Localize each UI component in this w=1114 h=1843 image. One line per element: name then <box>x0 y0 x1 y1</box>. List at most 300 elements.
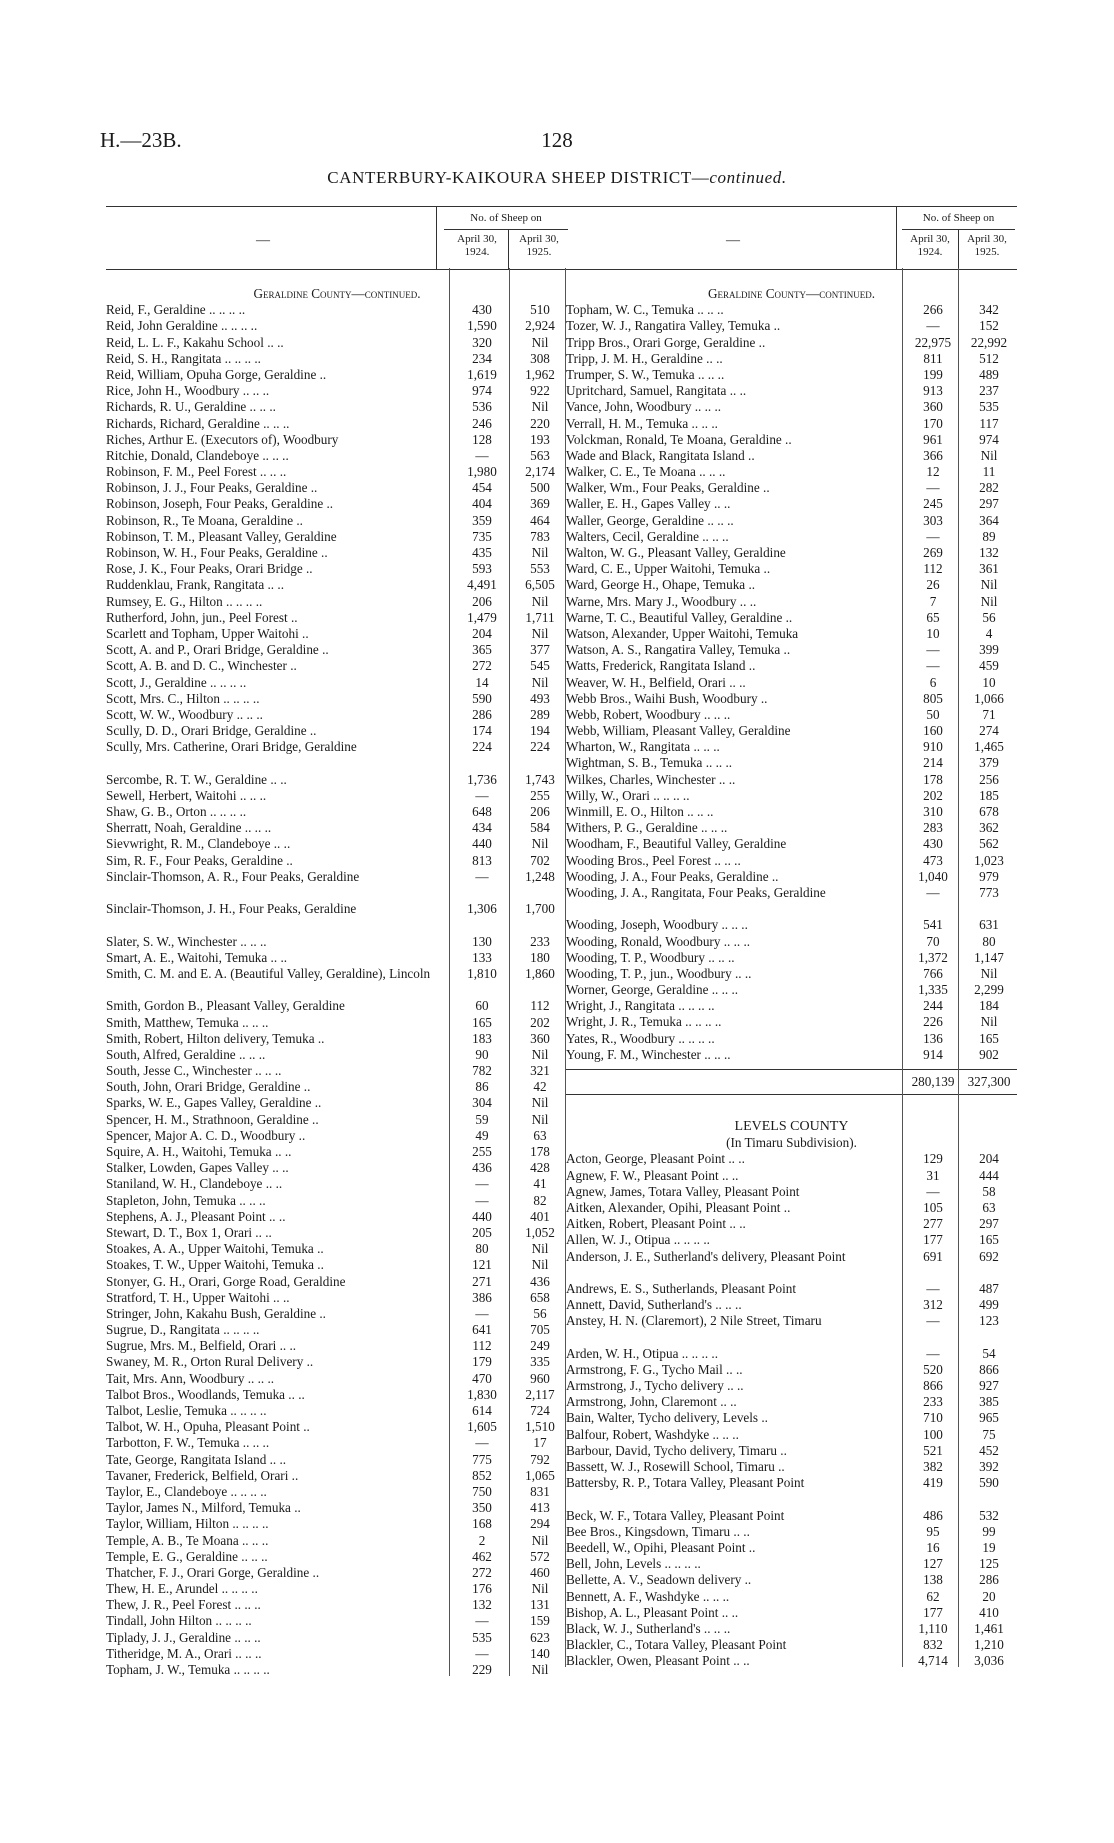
left-table-header <box>106 206 568 270</box>
sheep-1925: 1,962 <box>525 366 555 382</box>
owner-name: Upritchard, Samuel, Rangitata .. .. <box>566 383 747 399</box>
sheep-count-group-header: No. of Sheep on <box>902 212 1015 230</box>
sheep-1925: 410 <box>979 1604 999 1620</box>
sheep-1925: 1,210 <box>974 1637 1004 1653</box>
owner-name: Smith, Matthew, Temuka .. .. .. <box>106 1014 269 1030</box>
sheep-1924: 454 <box>472 480 492 496</box>
sheep-1924: 65 <box>926 609 940 625</box>
owner-name: Stalker, Lowden, Gapes Valley .. .. <box>106 1160 289 1176</box>
table-row <box>106 1533 568 1549</box>
spacer <box>566 1103 1017 1119</box>
table-row <box>566 367 1017 383</box>
table-row <box>106 496 568 512</box>
name-column-header: — <box>256 233 270 248</box>
table-row <box>566 610 1017 626</box>
table-row <box>566 399 1017 415</box>
owner-name: Wooding, T. P., Woodbury .. .. .. <box>566 949 735 965</box>
table-row <box>566 853 1017 869</box>
table-row <box>106 1565 568 1581</box>
owner-name: Webb, Robert, Woodbury .. .. .. <box>566 706 731 722</box>
right-table <box>566 206 1017 1669</box>
page-header <box>0 128 1114 158</box>
sheep-1925: Nil <box>531 1581 549 1597</box>
sheep-1925: 17 <box>533 1435 547 1451</box>
table-row <box>106 594 568 610</box>
owner-name: Wade and Black, Rangitata Island .. <box>566 447 755 463</box>
table-row <box>106 513 568 529</box>
table-row <box>106 788 568 804</box>
table-row <box>566 885 1017 917</box>
owner-name: Worner, George, Geraldine .. .. .. <box>566 982 739 998</box>
sheep-1925: 590 <box>979 1475 999 1491</box>
section-heading <box>566 286 1017 302</box>
owner-name: Scott, A. and P., Orari Bridge, Geraldine .. <box>106 642 329 658</box>
left-table-body <box>106 270 568 1678</box>
sheep-1925: Nil <box>531 1111 549 1127</box>
owner-name: Bain, Walter, Tycho delivery, Levels .. <box>566 1410 768 1426</box>
column-header-1925: April 30, 1925. <box>519 233 559 258</box>
owner-name: Walker, Wm., Four Peaks, Geraldine .. <box>566 480 770 496</box>
sheep-1924: 244 <box>923 998 943 1014</box>
table-row <box>566 675 1017 691</box>
table-row <box>106 1176 568 1192</box>
owner-name: Weaver, W. H., Belfield, Orari .. .. <box>566 674 746 690</box>
sheep-1924: 133 <box>472 949 492 965</box>
sheep-1924: 832 <box>923 1637 943 1653</box>
sheep-1924: 1,335 <box>918 982 948 998</box>
sheep-1925: Nil <box>531 674 549 690</box>
owner-name: Tiplady, J. J., Geraldine .. .. .. <box>106 1629 261 1645</box>
sheep-1925: 1,066 <box>974 690 1004 706</box>
sheep-1925: 80 <box>982 933 996 949</box>
sheep-1924: 269 <box>923 545 943 560</box>
table-row <box>106 1160 568 1176</box>
sheep-1924: 70 <box>926 933 940 949</box>
sheep-1925: 58 <box>982 1183 996 1199</box>
owner-name: Barbour, David, Tycho delivery, Timaru .. <box>566 1442 787 1458</box>
owner-name: Wooding Bros., Peel Forest .. .. .. <box>566 852 741 868</box>
table-row <box>566 529 1017 545</box>
sheep-1924: 382 <box>923 1458 943 1474</box>
owner-name: Reid, William, Opuha Gorge, Geraldine .. <box>106 366 327 382</box>
sheep-1925: 42 <box>533 1079 547 1095</box>
sheep-1925: Nil <box>980 965 998 981</box>
owner-name: South, Alfred, Geraldine .. .. .. <box>106 1046 266 1062</box>
sheep-1924: 176 <box>472 1581 492 1597</box>
sheep-1925: Nil <box>531 593 549 609</box>
sheep-1925: 459 <box>979 658 999 674</box>
sheep-1924: 170 <box>923 415 943 431</box>
sheep-1924: 22,975 <box>914 334 952 350</box>
table-row <box>106 1516 568 1532</box>
sheep-1924: 177 <box>923 1604 943 1620</box>
sheep-1924: 386 <box>472 1289 492 1305</box>
table-row <box>106 934 568 950</box>
sheep-1925: 922 <box>530 383 550 399</box>
table-row <box>106 1112 568 1128</box>
sheep-1924: 2 <box>478 1532 486 1548</box>
sheep-1925: 165 <box>979 1232 999 1248</box>
sheep-1925: Nil <box>531 1095 549 1111</box>
owner-name: Tavaner, Frederick, Belfield, Orari .. <box>106 1467 299 1483</box>
table-row <box>566 772 1017 788</box>
owner-name: Withers, P. G., Geraldine .. .. .. <box>566 820 728 836</box>
owner-name: Agnew, James, Totara Valley, Pleasant Point <box>566 1183 800 1199</box>
sheep-1924: 1,110 <box>918 1620 948 1636</box>
owner-name: Aitken, Robert, Pleasant Point .. .. <box>566 1216 746 1232</box>
table-row <box>566 1297 1017 1313</box>
table-row <box>106 1015 568 1031</box>
sheep-1924: 286 <box>472 706 492 722</box>
sheep-1924: 1,619 <box>467 366 497 382</box>
sheep-1925: 460 <box>530 1564 550 1580</box>
sheep-1925: 117 <box>979 415 999 431</box>
sheep-1924: 303 <box>923 512 943 528</box>
column-header-1924: April 30, 1924. <box>910 233 950 258</box>
table-row <box>566 448 1017 464</box>
table-row <box>566 658 1017 674</box>
sheep-1925: 202 <box>530 1014 550 1030</box>
sheep-1925: 927 <box>979 1378 999 1394</box>
owner-name: Wilkes, Charles, Winchester .. .. <box>566 771 736 787</box>
table-row <box>566 1540 1017 1556</box>
table-row <box>566 1637 1017 1653</box>
sheep-1925: 965 <box>979 1410 999 1426</box>
sheep-1925: 553 <box>530 561 550 577</box>
document-code: H.—23B. <box>100 128 182 152</box>
levels-county-subheading <box>566 1135 1017 1151</box>
owner-name: Agnew, F. W., Pleasant Point .. .. <box>566 1167 739 1183</box>
sheep-1924: 283 <box>923 820 943 836</box>
owner-name: Allen, W. J., Otipua .. .. .. .. <box>566 1232 710 1248</box>
table-row <box>106 642 568 658</box>
sheep-1924: 320 <box>472 334 492 350</box>
owner-name: Swaney, M. R., Orton Rural Delivery .. <box>106 1354 314 1370</box>
column-rule <box>565 268 566 1667</box>
sheep-1925: 256 <box>979 771 999 787</box>
sheep-1924: 62 <box>926 1588 940 1604</box>
table-row <box>566 1232 1017 1248</box>
section-heading-text: Geraldine County—continued. <box>707 286 876 301</box>
owner-name: Tripp Bros., Orari Gorge, Geraldine .. <box>566 334 766 350</box>
sheep-1925: 159 <box>530 1613 550 1629</box>
table-row <box>566 1151 1017 1167</box>
table-row <box>106 1193 568 1209</box>
sheep-1925: Nil <box>531 399 549 415</box>
sheep-1924: 974 <box>472 383 492 399</box>
sheep-1925: 71 <box>982 706 996 722</box>
table-row <box>566 1362 1017 1378</box>
sheep-1924: — <box>475 1305 489 1321</box>
sheep-1924: — <box>475 1435 489 1451</box>
table-row <box>566 642 1017 658</box>
left-table <box>106 206 568 1678</box>
sheep-1924: — <box>475 1192 489 1208</box>
sheep-1924: 813 <box>472 852 492 868</box>
sheep-1925: 512 <box>979 350 999 366</box>
levels-county-heading <box>566 1119 1017 1135</box>
sheep-1925: 165 <box>979 1030 999 1046</box>
sheep-1924: 430 <box>472 302 492 318</box>
sheep-1924: — <box>926 480 940 496</box>
sheep-1925: 631 <box>979 917 999 933</box>
sheep-1924: 775 <box>472 1451 492 1467</box>
owner-name: Beck, W. F., Totara Valley, Pleasant Point <box>566 1507 785 1523</box>
sheep-1924: 183 <box>472 1030 492 1046</box>
sheep-1925: Nil <box>980 1014 998 1030</box>
spacer <box>566 270 1017 286</box>
sheep-1925: 4 <box>985 625 993 641</box>
table-row <box>566 1249 1017 1281</box>
sheep-count-group-header: No. of Sheep on <box>444 212 568 230</box>
levels-county-subheading-text: (In Timaru Subdivision). <box>726 1135 857 1151</box>
table-row <box>566 1556 1017 1572</box>
sheep-1924: 710 <box>923 1410 943 1426</box>
column-divider <box>896 207 897 269</box>
owner-name: Staniland, W. H., Clandeboye .. .. <box>106 1176 283 1192</box>
table-row <box>106 998 568 1014</box>
owner-name: Webb, William, Pleasant Valley, Geraldine <box>566 723 791 739</box>
owner-name: Robinson, R., Te Moana, Geraldine .. <box>106 512 303 528</box>
table-row <box>106 318 568 334</box>
owner-name: Taylor, E., Clandeboye .. .. .. .. <box>106 1483 267 1499</box>
sheep-1925: 385 <box>979 1394 999 1410</box>
table-row <box>106 335 568 351</box>
sheep-1925: 178 <box>530 1144 550 1159</box>
sheep-1924: 310 <box>923 804 943 819</box>
owner-name: Robinson, W. H., Four Peaks, Geraldine .. <box>106 545 328 560</box>
sheep-1924: — <box>926 1345 940 1361</box>
total-1925: 327,300 <box>967 1074 1011 1090</box>
table-row <box>566 513 1017 529</box>
sheep-1924: 521 <box>923 1442 943 1458</box>
sheep-1925: 308 <box>530 350 550 366</box>
sheep-1925: 545 <box>530 658 550 674</box>
table-row <box>566 707 1017 723</box>
table-row <box>106 1371 568 1387</box>
sheep-1924: 112 <box>923 561 943 577</box>
sheep-1924: 229 <box>472 1662 492 1677</box>
sheep-1924: 436 <box>472 1160 492 1176</box>
sheep-1925: 364 <box>979 512 999 528</box>
table-row <box>106 1209 568 1225</box>
owner-name: Smith, Robert, Hilton delivery, Temuka .. <box>106 1030 325 1046</box>
sheep-1925: 413 <box>530 1500 550 1516</box>
owner-name: Tripp, J. M. H., Geraldine .. .. <box>566 350 723 366</box>
sheep-1924: 419 <box>923 1475 943 1491</box>
sheep-1924: 1,479 <box>467 609 497 625</box>
column-rule <box>958 268 959 1667</box>
owner-name: Webb Bros., Waihi Bush, Woodbury .. <box>566 690 768 706</box>
sheep-1924: 486 <box>923 1507 943 1523</box>
sheep-1925: 452 <box>979 1442 999 1458</box>
sheep-1924: 1,306 <box>467 901 497 917</box>
owner-name: Wright, J., Rangitata .. .. .. .. <box>566 998 715 1014</box>
sheep-1925: 282 <box>979 480 999 496</box>
owner-name: Reid, S. H., Rangitata .. .. .. .. <box>106 350 261 366</box>
sheep-1925: 979 <box>979 868 999 884</box>
sheep-1925: 297 <box>979 496 999 512</box>
table-row <box>106 804 568 820</box>
column-rule <box>509 268 510 1676</box>
column-rule <box>902 268 903 1667</box>
owner-name: Waller, George, Geraldine .. .. .. <box>566 512 734 528</box>
sheep-1924: 541 <box>923 917 943 933</box>
owner-name: Watson, A. S., Rangatira Valley, Temuka .. <box>566 642 791 658</box>
sheep-1924: 90 <box>475 1046 489 1062</box>
sheep-1925: 692 <box>979 1248 999 1264</box>
owner-name: Blackler, Owen, Pleasant Point .. .. <box>566 1653 750 1669</box>
table-row <box>106 1630 568 1646</box>
table-row <box>566 1184 1017 1200</box>
total-label <box>566 1070 905 1094</box>
table-row <box>106 1613 568 1629</box>
sheep-1924: 95 <box>926 1523 940 1539</box>
table-row <box>566 1378 1017 1394</box>
sheep-1925: 41 <box>533 1176 547 1192</box>
owner-name: Ritchie, Donald, Clandeboye .. .. .. <box>106 447 289 463</box>
owner-name: Wooding, Joseph, Woodbury .. .. .. <box>566 917 748 933</box>
sheep-1925: 428 <box>530 1160 550 1176</box>
owner-name: Ward, C. E., Upper Waitohi, Temuka .. <box>566 561 771 577</box>
table-row <box>566 545 1017 561</box>
owner-name: Bassett, W. J., Rosewill School, Timaru .. <box>566 1458 785 1474</box>
table-row <box>106 1597 568 1613</box>
table-row <box>566 804 1017 820</box>
table-row <box>106 739 568 771</box>
table-row <box>566 1047 1017 1063</box>
owner-name: Warne, Mrs. Mary J., Woodbury .. .. <box>566 593 757 609</box>
sheep-1925: 297 <box>979 1216 999 1232</box>
column-divider <box>508 229 509 269</box>
sheep-1924: 214 <box>923 755 943 771</box>
sheep-1924: 4,714 <box>918 1653 948 1669</box>
column-rule <box>449 268 450 1676</box>
sheep-1925: Nil <box>980 577 998 593</box>
sheep-1925: 6,505 <box>525 577 555 593</box>
owner-name: South, Jesse C., Winchester .. .. .. <box>106 1063 282 1079</box>
sheep-1925: 377 <box>530 642 550 658</box>
sheep-1924: 852 <box>472 1467 492 1483</box>
sheep-1925: Nil <box>531 1532 549 1548</box>
column-divider <box>436 207 437 269</box>
sheep-1924: — <box>475 1613 489 1629</box>
sheep-1925: Nil <box>531 1046 549 1062</box>
sheep-1925: 535 <box>979 399 999 415</box>
owner-name: Talbot, Leslie, Temuka .. .. .. .. <box>106 1403 267 1418</box>
sheep-1924: 535 <box>472 1629 492 1645</box>
sheep-1925: 180 <box>530 949 550 965</box>
table-row <box>566 1475 1017 1507</box>
owner-name: Anstey, H. N. (Claremort), 2 Nile Street, Timaru <box>566 1313 822 1329</box>
owner-name: Rutherford, John, jun., Peel Forest .. <box>106 609 298 625</box>
owner-name: Robinson, Joseph, Four Peaks, Geraldine .. <box>106 496 334 512</box>
table-row <box>566 998 1017 1014</box>
owner-name: Bennett, A. F., Washdyke .. .. .. <box>566 1588 730 1604</box>
owner-name: Balfour, Robert, Washdyke .. .. .. <box>566 1426 739 1442</box>
sheep-1924: 782 <box>472 1063 492 1079</box>
table-row <box>566 383 1017 399</box>
owner-name: Titheridge, M. A., Orari .. .. .. <box>106 1645 262 1661</box>
sheep-1924: 50 <box>926 706 940 722</box>
sheep-1925: Nil <box>531 1662 549 1677</box>
sheep-1924: 31 <box>926 1167 940 1183</box>
table-row <box>566 1281 1017 1297</box>
table-row <box>566 1014 1017 1030</box>
sheep-1925: 123 <box>979 1313 999 1329</box>
sheep-1925: 140 <box>530 1645 550 1661</box>
owner-name: Sim, R. F., Four Peaks, Geraldine .. <box>106 852 293 868</box>
sheep-1924: 49 <box>475 1127 489 1143</box>
owner-name: Tindall, John Hilton .. .. .. .. <box>106 1613 252 1629</box>
table-row <box>106 529 568 545</box>
sheep-1924: 1,590 <box>467 318 497 334</box>
table-row <box>566 577 1017 593</box>
sheep-1924: 16 <box>926 1539 940 1555</box>
owner-name: Scott, A. B. and D. C., Winchester .. <box>106 658 297 674</box>
owner-name: Thew, J. R., Peel Forest .. .. .. <box>106 1597 261 1613</box>
table-row <box>106 448 568 464</box>
table-row <box>106 1144 568 1160</box>
owner-name: Aitken, Alexander, Opihi, Pleasant Point .. <box>566 1199 791 1215</box>
sheep-1924: 1,980 <box>467 464 497 480</box>
table-row <box>566 351 1017 367</box>
sheep-1925: 866 <box>979 1361 999 1377</box>
levels-county-heading-text: LEVELS COUNTY <box>734 1119 849 1135</box>
owner-name: Stapleton, John, Temuka .. .. .. <box>106 1192 266 1208</box>
sheep-1925: 499 <box>979 1297 999 1313</box>
owner-name: Scarlett and Topham, Upper Waitohi .. <box>106 625 309 641</box>
sheep-1924: 128 <box>472 431 492 447</box>
sheep-1925: 125 <box>979 1556 999 1572</box>
owner-name: Wightman, S. B., Temuka .. .. .. <box>566 755 733 771</box>
table-row <box>566 1200 1017 1216</box>
owner-name: Reid, John Geraldine .. .. .. .. <box>106 318 258 334</box>
sheep-1925: 89 <box>982 528 996 544</box>
table-row <box>106 480 568 496</box>
owner-name: Shaw, G. B., Orton .. .. .. .. <box>106 804 247 820</box>
sheep-1925: 63 <box>533 1127 547 1143</box>
sheep-1924: 174 <box>472 723 492 739</box>
owner-name: Bell, John, Levels .. .. .. .. <box>566 1556 701 1572</box>
sheep-1924: 10 <box>926 625 940 641</box>
sheep-1925: 99 <box>982 1523 996 1539</box>
sheep-1925: 489 <box>979 366 999 382</box>
table-row <box>566 1508 1017 1524</box>
owner-name: Stratford, T. H., Upper Waitohi .. .. <box>106 1289 290 1305</box>
page-title <box>0 168 1114 188</box>
sheep-1925: Nil <box>980 593 998 609</box>
owner-name: Bee Bros., Kingsdown, Timaru .. .. <box>566 1523 750 1539</box>
sheep-1924: 750 <box>472 1483 492 1499</box>
owner-name: Tozer, W. J., Rangatira Valley, Temuka .. <box>566 318 781 334</box>
table-row <box>566 1031 1017 1047</box>
sheep-1924: 735 <box>472 528 492 544</box>
sheep-1925: 11 <box>982 464 996 480</box>
table-row <box>106 1419 568 1435</box>
table-row <box>106 1338 568 1354</box>
sheep-1924: 168 <box>472 1516 492 1532</box>
sheep-1924: 206 <box>472 593 492 609</box>
sheep-1924: 204 <box>472 625 492 641</box>
right-table-body <box>566 270 1017 1669</box>
table-row <box>106 1047 568 1063</box>
owner-name: Waller, E. H., Gapes Valley .. .. <box>566 496 731 512</box>
sheep-1924: 177 <box>923 1232 943 1248</box>
sheep-1924: 60 <box>475 998 489 1014</box>
table-row <box>566 1443 1017 1459</box>
table-row <box>566 869 1017 885</box>
